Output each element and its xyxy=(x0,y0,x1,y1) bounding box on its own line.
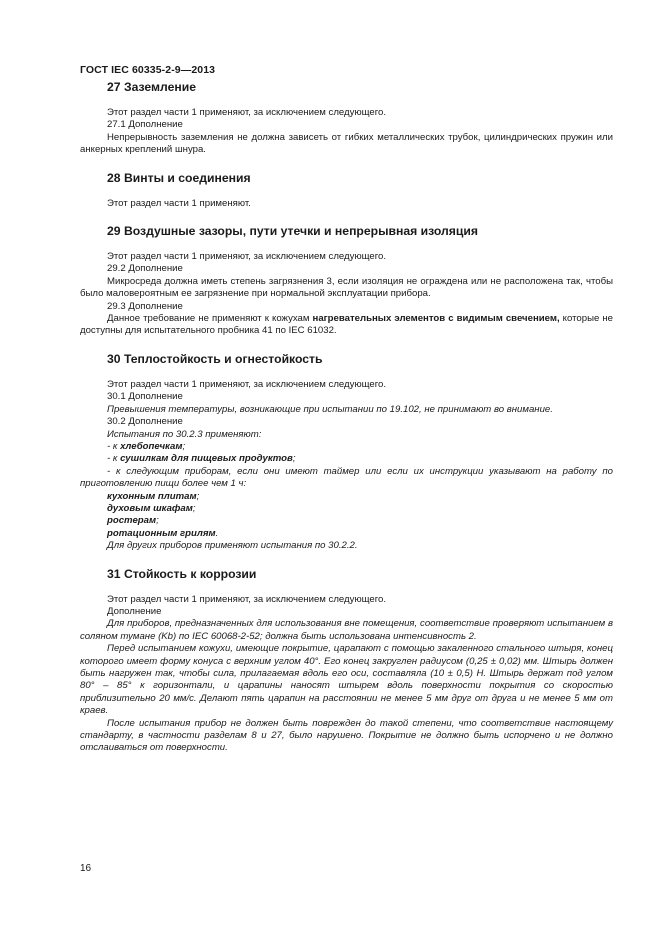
section-29-p5 xyxy=(80,313,613,338)
section-28 xyxy=(80,171,613,210)
section-31-title: 31 Стойкость к коррозии xyxy=(107,566,257,581)
list-dash: - к xyxy=(107,440,121,452)
page-content xyxy=(80,80,613,769)
appliance-item-1 xyxy=(80,491,613,503)
section-29 xyxy=(80,224,613,338)
section-29-p1: Этот раздел части 1 применяют, за исключением следующего. xyxy=(107,251,387,263)
term-food-dryers: сушилкам для пищевых продуктов xyxy=(120,453,293,465)
section-29-p5-term: нагревательных элементов с видимым свечением, xyxy=(312,313,560,325)
term-cooking-ranges: кухонным плитам xyxy=(107,490,197,502)
section-30-title: 30 Теплостойкость и огнестойкость xyxy=(107,351,323,366)
section-30-p1: Этот раздел части 1 применяют, за исключением следующего. xyxy=(107,378,387,390)
section-31-p4: Перед испытанием кожухи, имеющие покрытие, царапают с помощью закаленного стального штыря, конец которого имеет форму конуса с верхним углом 40°. Его конец закруглен радиусом (0,25 ± 0,02) мм. Штырь должен быть нагружен так, чтобы сила, прилагаемая вдоль его оси, составляла (10 ± 0,5) Н. Штырь держат под углом 80° – 85° к горизонтали, и царапины наносят штырем вдоль поверхности покрытия со скоростью приблизительно 20 мм/с. Делают пять царапин на расстоянии не менее 5 мм друг от друга и не менее 5 мм от краев. xyxy=(80,643,613,717)
section-31-p3: Для приборов, предназначенных для использования вне помещения, соответствие проверяют испытанием в соляном тумане (Kb) по IEC 60068-2-52; должна быть использована интенсивность 2. xyxy=(80,618,613,642)
section-30 xyxy=(80,352,613,553)
list-punct: ; xyxy=(196,490,200,502)
section-29-title: 29 Воздушные зазоры, пути утечки и непрерывная изоляция xyxy=(107,224,478,239)
section-27 xyxy=(80,80,613,157)
section-31-p1: Этот раздел части 1 применяют, за исключением следующего. xyxy=(107,593,387,605)
section-30-list-item-1 xyxy=(80,441,613,453)
term-bread-makers: хлебопечкам xyxy=(120,440,183,452)
section-29-p3: Микросреда должна иметь степень загрязнения 3, если изоляция не ограждена или не расположена так, чтобы было маловероятным ее загрязнение при нормальной эксплуатации прибора. xyxy=(80,275,613,300)
appliance-item-3 xyxy=(80,515,613,527)
section-27-p2: 27.1 Дополнение xyxy=(107,119,183,131)
section-30-p2: 30.1 Дополнение xyxy=(107,391,183,403)
section-27-p3: Непрерывность заземления не должна зависеть от гибких металлических трубок, цилиндрических пружин или анкерных креплений шнура. xyxy=(80,131,613,156)
section-27-p1: Этот раздел части 1 применяют, за исключением следующего. xyxy=(107,107,387,118)
appliance-item-4 xyxy=(80,528,613,540)
section-29-p5-text-a: Данное требование не применяют к кожухам xyxy=(107,313,313,325)
appliance-item-2 xyxy=(80,503,613,515)
section-30-p6: Для других приборов применяют испытания по 30.2.2. xyxy=(107,540,358,552)
section-28-p1: Этот раздел части 1 применяют. xyxy=(107,197,251,209)
section-30-p5: Испытания по 30.2.3 применяют: xyxy=(107,428,262,440)
list-punct: ; xyxy=(192,502,196,514)
section-30-p3: Превышения температуры, возникающие при испытании по 19.102, не принимают во внимание. xyxy=(107,403,553,415)
list-dash: - к xyxy=(107,453,121,465)
section-29-p5-text-c: которые не доступны для испытательного пробника 41 по IEC 61032. xyxy=(80,313,613,337)
section-31-p2: Дополнение xyxy=(107,605,162,617)
section-29-p2: 29.2 Дополнение xyxy=(107,263,183,275)
page-number: 16 xyxy=(80,863,92,874)
standard-header: ГОСТ IEC 60335-2-9—2013 xyxy=(80,64,216,76)
section-30-p4: 30.2 Дополнение xyxy=(107,416,183,428)
section-28-title: 28 Винты и соединения xyxy=(107,170,251,185)
section-30-list-item-3: - к следующим приборам, если они имеют таймер или если их инструкции указывают на работу по приготовлению пищи более чем 1 ч: xyxy=(80,465,613,490)
section-30-list-item-2 xyxy=(80,453,613,465)
term-roasters: ростерам xyxy=(107,515,157,527)
list-punct: . xyxy=(215,527,219,539)
term-rotisseries: ротационным грилям xyxy=(107,527,216,539)
section-29-p4: 29.3 Дополнение xyxy=(107,300,183,312)
section-27-title: 27 Заземление xyxy=(107,80,197,94)
list-punct: ; xyxy=(292,453,296,465)
list-punct: ; xyxy=(182,440,186,452)
list-punct: ; xyxy=(156,515,159,527)
section-31-p5: После испытания прибор не должен быть поврежден до такой степени, что соответствие настоящему стандарту, в частности разделам 8 и 27, было нарушено. Покрытие не должно быть испорчено и не должно отслаиваться от поверхности. xyxy=(80,717,613,754)
term-ovens: духовым шкафам xyxy=(107,502,193,514)
section-31 xyxy=(80,567,613,755)
